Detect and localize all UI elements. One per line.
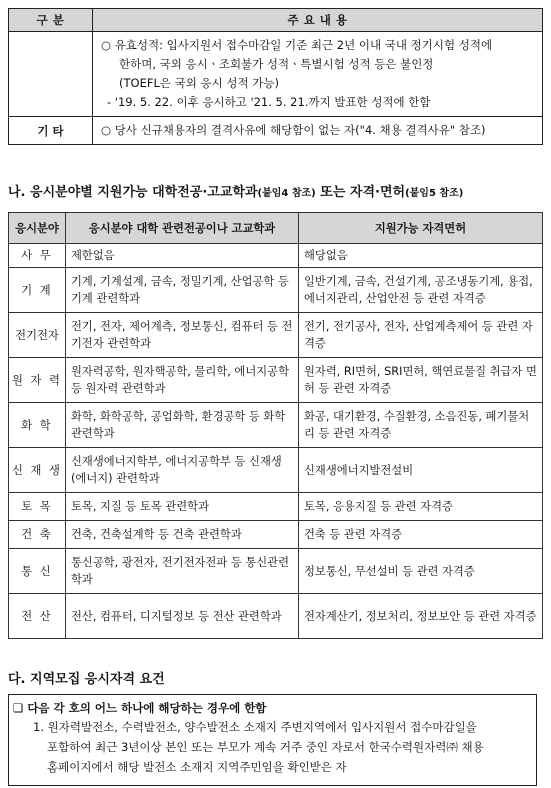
box-item-line: 포함하여 최근 3년이상 본인 또는 부모가 계속 거주 중인 자로서 한국수력원자력㈜ 채용 <box>47 740 484 754</box>
table-row <box>9 244 543 268</box>
row-content <box>93 117 543 145</box>
major-cell: 건축, 건축설계학 등 건축 관련학과 <box>66 521 299 549</box>
table-row <box>9 313 543 358</box>
content-line: 한하며, 국외 응시ㆍ조회불가 성적ㆍ특별시험 성적 등은 불인정 <box>119 57 434 71</box>
regional-requirement-box <box>8 694 537 786</box>
major-cell: 전기, 전자, 제어계측, 정보통신, 컴퓨터 등 전기전자 관련학과 <box>66 313 299 358</box>
major-cell: 제한없음 <box>66 244 299 268</box>
major-cell: 화학, 화학공학, 공업화학, 환경공학 등 화학 관련학과 <box>66 403 299 448</box>
table-row <box>9 521 543 549</box>
field-table-header <box>9 213 543 244</box>
license-cell: 원자력, RI면허, SRI면허, 핵연료물질 취급자 면허 등 관련 자격증 <box>299 358 543 403</box>
box-item-line: 홈페이지에서 해당 발전소 소재지 지역주민임을 확인받은 자 <box>47 760 347 774</box>
field-cell: 신 재 생 <box>9 448 66 493</box>
header-license: 지원가능 자격면허 <box>299 213 543 244</box>
license-cell: 일반기계, 금속, 건설기계, 공조냉동기계, 용접, 에너지관리, 산업안전 등 관련 자격증 <box>299 268 543 313</box>
row-label: 기 타 <box>9 117 93 145</box>
table-row <box>9 594 543 639</box>
section-note: (붙임4 참조) <box>257 188 316 199</box>
header-major: 응시분야 대학 관련전공이나 고교학과 <box>66 213 299 244</box>
row-content <box>93 32 543 117</box>
row-label <box>9 32 93 117</box>
field-cell: 토 목 <box>9 493 66 521</box>
header-category: 구 분 <box>9 9 93 32</box>
box-title: ❑ 다음 각 호의 어느 하나에 해당하는 경우에 한함 <box>13 701 267 715</box>
table-row <box>9 403 543 448</box>
field-cell: 전기전자 <box>9 313 66 358</box>
content-line: ○ 유효성적: 입사지원서 접수마감일 기준 최근 2년 이내 국내 정기시험 성적에 <box>101 38 493 52</box>
content-line: (TOEFL은 국외 응시 성적 가능) <box>119 76 279 90</box>
table-row <box>9 549 543 594</box>
header-content: 주 요 내 용 <box>93 9 543 32</box>
section-note: (붙임5 참조) <box>405 188 464 199</box>
table-row <box>9 358 543 403</box>
license-cell: 화공, 대기환경, 수질환경, 소음진동, 폐기물처리 등 관련 자격증 <box>299 403 543 448</box>
major-cell: 토목, 지질 등 토목 관련학과 <box>66 493 299 521</box>
major-cell: 전산, 컴퓨터, 디지털정보 등 전산 관련학과 <box>66 594 299 639</box>
section-title-text: 또는 자격·면허 <box>315 185 406 200</box>
field-cell: 통 신 <box>9 549 66 594</box>
field-table <box>8 212 543 639</box>
qualification-table <box>8 8 543 145</box>
license-cell: 토목, 응용지질 등 관련 자격증 <box>299 493 543 521</box>
content-line: - '19. 5. 22. 이후 응시하고 '21. 5. 21.까지 발표한 성적에 한함 <box>107 95 431 109</box>
table-row <box>9 493 543 521</box>
field-cell: 사 무 <box>9 244 66 268</box>
table-row <box>9 448 543 493</box>
license-cell: 해당없음 <box>299 244 543 268</box>
major-cell: 기계, 기계설계, 금속, 정밀기계, 산업공학 등 기계 관련학과 <box>66 268 299 313</box>
section-title-text: 나. 응시분야별 지원가능 대학전공·고교학과 <box>8 185 258 200</box>
content-line: ○ 당사 신규채용자의 결격사유에 해당함이 없는 자("4. 채용 결격사유" 참조) <box>101 123 486 137</box>
license-cell: 전기, 전기공사, 전자, 산업계측제어 등 관련 자격증 <box>299 313 543 358</box>
field-cell: 전 산 <box>9 594 66 639</box>
header-field: 응시분야 <box>9 213 66 244</box>
license-cell: 신재생에너지발전설비 <box>299 448 543 493</box>
section-title-na <box>8 181 463 200</box>
section-title-da: 다. 지역모집 응시자격 요건 <box>8 672 165 687</box>
major-cell: 원자력공학, 원자핵공학, 물리학, 에너지공학 등 원자력 관련학과 <box>66 358 299 403</box>
box-item-line: 1. 원자력발전소, 수력발전소, 양수발전소 소재지 주변지역에서 입사지원서 접수마감일을 <box>33 720 477 734</box>
license-cell: 정보통신, 무선설비 등 관련 자격증 <box>299 549 543 594</box>
field-cell: 기 계 <box>9 268 66 313</box>
major-cell: 통신공학, 광전자, 전기전자전파 등 통신관련학과 <box>66 549 299 594</box>
table-row <box>9 32 543 117</box>
field-cell: 건 축 <box>9 521 66 549</box>
field-cell: 원 자 력 <box>9 358 66 403</box>
qualification-table-header <box>9 9 543 32</box>
field-cell: 화 학 <box>9 403 66 448</box>
license-cell: 전자계산기, 정보처리, 정보보안 등 관련 자격증 <box>299 594 543 639</box>
table-row <box>9 268 543 313</box>
major-cell: 신재생에너지학부, 에너지공학부 등 신재생(에너지) 관련학과 <box>66 448 299 493</box>
table-row <box>9 117 543 145</box>
license-cell: 건축 등 관련 자격증 <box>299 521 543 549</box>
